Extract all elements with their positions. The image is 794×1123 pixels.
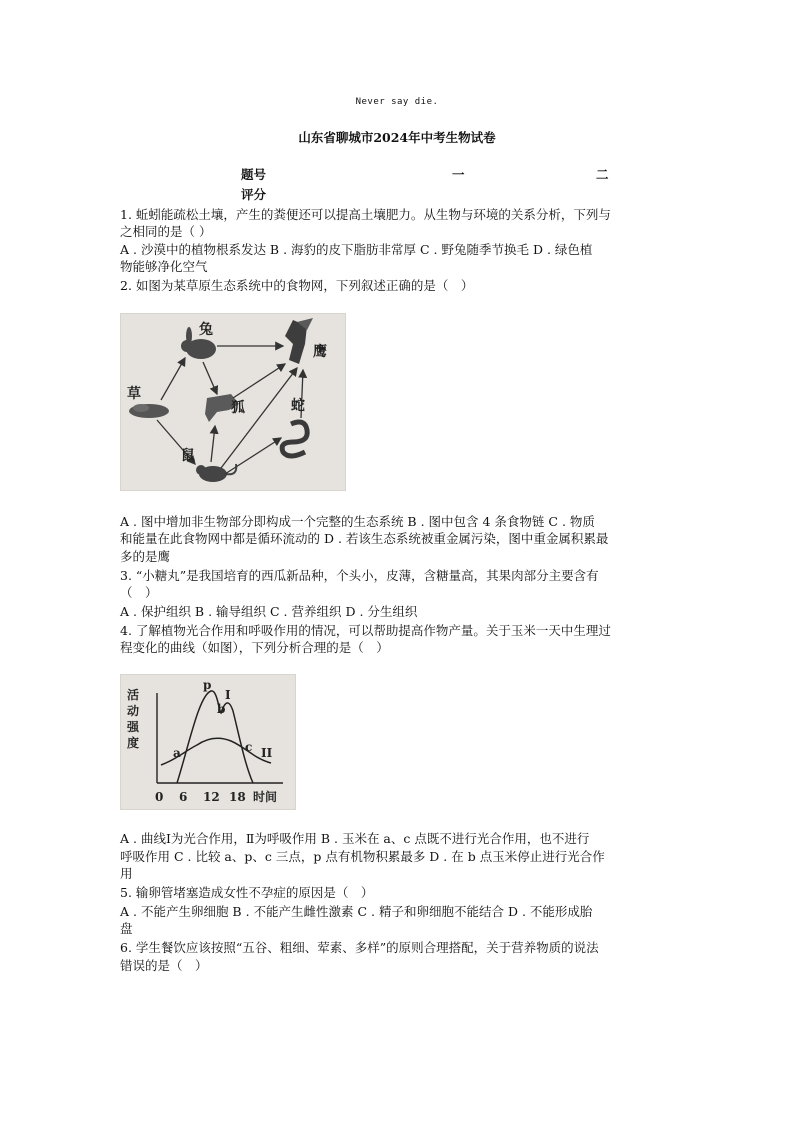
q6-stem-line-1: 6. 学生餐饮应该按照“五谷、粗细、荤素、多样”的原则合理搭配，关于营养物质的说法 xyxy=(120,940,599,955)
food-web-figure xyxy=(120,313,346,491)
q3-stem-line-1: 3. “小糖丸”是我国培育的西瓜新品种，个头小，皮薄，含糖量高，其果肉部分主要含有 xyxy=(120,568,599,583)
q4-stem-line-1: 4. 了解植物光合作用和呼吸作用的情况，可以帮助提高作物产量。关于玉米一天中生理过 xyxy=(120,623,611,638)
y-label-3: 强 xyxy=(127,720,140,734)
q3-options: A . 保护组织 B . 输导组织 C . 营养组织 D . 分生组织 xyxy=(120,604,418,619)
label-fox: 狐 xyxy=(231,400,245,416)
x-tick-18: 18 xyxy=(229,790,246,804)
label-mouse: 鼠 xyxy=(181,448,195,464)
x-tick-12: 12 xyxy=(203,790,220,804)
arrow-mouse-fox xyxy=(211,426,215,462)
point-p-label: p xyxy=(203,678,212,692)
q2-stem: 2. 如图为某草原生态系统中的食物网，下列叙述正确的是（ ） xyxy=(120,278,474,293)
label-grass: 草 xyxy=(127,386,141,402)
q5-stem: 5. 输卵管堵塞造成女性不孕症的原因是（ ） xyxy=(120,885,374,900)
curve-I xyxy=(177,691,253,783)
y-label-1: 活 xyxy=(127,688,140,702)
arrow-fox-eagle xyxy=(233,364,285,398)
q2-options-line-2: 和能量在此食物网中都是循环流动的 D . 若该生态系统被重金属污染，图中重金属积累最 xyxy=(120,531,609,546)
q1-options-line-2: 物能够净化空气 xyxy=(120,259,208,274)
score-col-2: 二 xyxy=(596,167,609,182)
food-web-diagram xyxy=(121,314,345,490)
mouse-icon xyxy=(196,464,236,482)
q4-options-line-3: 用 xyxy=(120,866,133,881)
q4-options-line-2: 呼吸作用 C . 比较 a、p、c 三点，p 点有机物积累最多 D . 在 b 点玉米停止进行光合作 xyxy=(120,849,605,864)
q2-options-line-1: A . 图中增加非生物部分即构成一个完整的生态系统 B . 图中包含 4 条食物链 C . 物质 xyxy=(120,514,595,529)
header-note: Never say die. xyxy=(355,97,439,107)
label-snake: 蛇 xyxy=(291,398,305,414)
q1-stem-line-2: 之相同的是（ ） xyxy=(120,224,212,239)
point-c-label: c xyxy=(245,740,253,754)
y-label-2: 动 xyxy=(127,704,140,718)
q4-stem-line-2: 程变化的曲线（如图），下列分析合理的是（ ） xyxy=(120,640,389,655)
arrow-grass-rabbit xyxy=(161,358,185,400)
q5-options-line-1: A . 不能产生卵细胞 B . 不能产生雌性激素 C . 精子和卵细胞不能结合 D . 不能形成胎 xyxy=(120,904,593,919)
score-col-1: 一 xyxy=(452,167,465,182)
y-label-4: 度 xyxy=(127,736,140,750)
label-eagle: 鹰 xyxy=(313,344,327,360)
q1-options-line-1: A . 沙漠中的植物根系发达 B . 海豹的皮下脂肪非常厚 C . 野兔随季节换毛 D . 绿色植 xyxy=(120,242,593,257)
curve-II-label: II xyxy=(261,746,273,760)
x-tick-0: 0 xyxy=(155,790,164,804)
eagle-icon xyxy=(285,318,313,364)
curve-I-label: I xyxy=(225,688,231,702)
q5-options-line-2: 盘 xyxy=(120,921,133,936)
q4-options-line-1: A . 曲线Ⅰ为光合作用，Ⅱ为呼吸作用 B . 玉米在 a、c 点既不进行光合作用，也不进行 xyxy=(120,831,590,846)
activity-curve-diagram xyxy=(121,675,295,809)
q3-stem-line-2: （ ） xyxy=(120,585,158,600)
q2-options-line-3: 多的是鹰 xyxy=(120,549,171,564)
q6-stem-line-2: 错误的是（ ） xyxy=(120,958,208,973)
activity-curve-figure xyxy=(120,674,296,810)
snake-icon xyxy=(282,422,307,456)
page-title: 山东省聊城市2024年中考生物试卷 xyxy=(298,130,496,145)
score-row-2-label: 评分 xyxy=(241,187,267,202)
point-b-label: b xyxy=(217,702,226,716)
grass-icon xyxy=(129,404,169,418)
label-rabbit: 兔 xyxy=(199,322,213,338)
arrow-mouse-snake xyxy=(225,438,281,474)
x-axis-label: 时间 xyxy=(253,790,278,804)
x-tick-6: 6 xyxy=(179,790,188,804)
q1-stem-line-1: 1. 蚯蚓能疏松土壤，产生的粪便还可以提高土壤肥力。从生物与环境的关系分析，下列与 xyxy=(120,207,611,222)
score-row-label: 题号 xyxy=(241,167,267,182)
arrow-rabbit-fox xyxy=(203,362,217,394)
point-a-label: a xyxy=(173,746,181,760)
